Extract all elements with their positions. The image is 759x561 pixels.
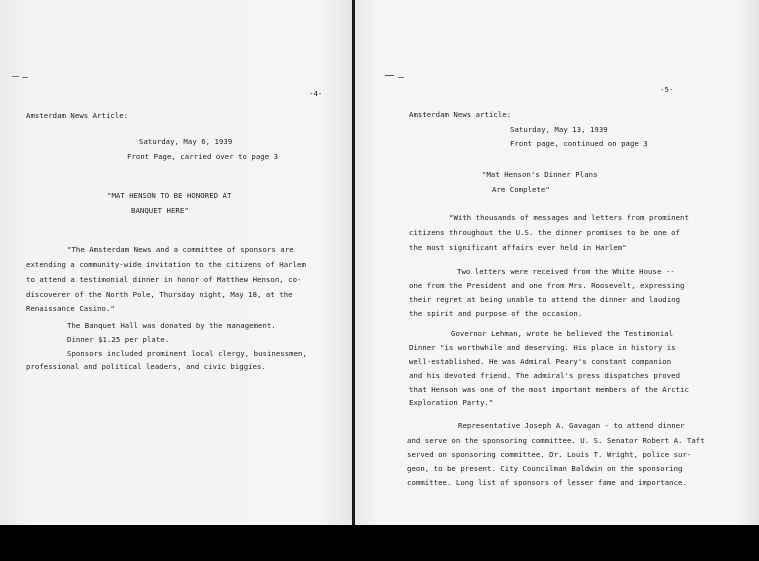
quote-line: "The Amsterdam News and a committee of sponsors are [67, 245, 294, 254]
paragraph-line: Dinner "is worthwhile and deserving. His place in history is [409, 343, 676, 352]
article-header: Amsterdam News Article: [26, 111, 129, 120]
paragraph-line: Two letters were received from the White House -- [457, 267, 675, 276]
headline-line: Are Complete" [492, 185, 550, 194]
paragraph-line: and serve on the sponsoring committee. U. S. Senator Robert A. Taft [407, 436, 705, 445]
note-line: Sponsors included prominent local clergy, businessmen, [67, 349, 307, 358]
margin-mark [22, 77, 28, 78]
article-date: Saturday, May 13, 1939 [510, 125, 608, 134]
paragraph-line: one from the President and one from Mrs. Roosevelt, expressing [409, 281, 685, 290]
paragraph-line: well-established. He was Admiral Peary's constant companion [409, 357, 672, 366]
paragraph-line: Governor Lehman, wrote he believed the Testimonial [451, 329, 674, 338]
paragraph-line: served on sponsoring committee. Dr. Louis T. Wright, police sur- [407, 450, 692, 459]
paragraph-line: the most significant affairs ever held in Harlem" [409, 243, 627, 252]
note-line: professional and political leaders, and civic biggies. [26, 362, 266, 371]
paragraph-line: their regret at being unable to attend the dinner and lauding [409, 295, 681, 304]
article-placement: Front Page, carried over to page 3 [127, 152, 279, 161]
left-page [0, 0, 352, 525]
headline-line: BANQUET HERE" [131, 206, 189, 215]
right-page [355, 0, 759, 525]
paragraph-line: Representative Joseph A. Gavagan - to attend dinner [458, 421, 685, 430]
paragraph-line: geon, to be present. City Councilman Baldwin on the sponsoring [407, 464, 683, 473]
paragraph-line: "With thousands of messages and letters from prominent [449, 213, 689, 222]
headline-line: "MAT HENSON TO BE HONORED AT [107, 191, 232, 200]
margin-mark [12, 76, 19, 77]
page-number: -5- [660, 85, 674, 94]
article-header: Amsterdam News article: [409, 110, 512, 119]
paragraph-line: that Henson was one of the most important members of the Arctic [409, 385, 689, 394]
quote-line: extending a community-wide invitation to the citizens of Harlem [26, 260, 306, 269]
quote-line: discoverer of the North Pole, Thursday night, May 18, at the [26, 290, 293, 299]
margin-mark [385, 75, 394, 76]
headline-line: "Mat Henson's Dinner Plans [482, 170, 598, 179]
note-line: Dinner $1.25 per plate. [67, 335, 170, 344]
note-line: The Banquet Hall was donated by the management. [67, 321, 276, 330]
quote-line: Renaissance Casino." [26, 304, 115, 313]
paragraph-line: Exploration Party." [409, 398, 494, 407]
paragraph-line: citizens throughout the U.S. the dinner promises to be one of [409, 228, 681, 237]
margin-mark [398, 77, 404, 78]
paragraph-line: the spirit and purpose of the occasion. [409, 309, 583, 318]
paragraph-line: and his devoted friend. The admiral's press dispatches proved [409, 371, 681, 380]
article-placement: Front page, continued on page 3 [510, 139, 648, 148]
paragraph-line: committee. Long list of sponsors of lesser fame and importance. [407, 478, 687, 487]
page-number: -4- [309, 89, 323, 98]
article-date: Saturday, May 6, 1939 [139, 137, 233, 146]
quote-line: to attend a testimonial dinner in honor of Matthew Henson, co- [26, 275, 302, 284]
scan-border [0, 525, 759, 561]
